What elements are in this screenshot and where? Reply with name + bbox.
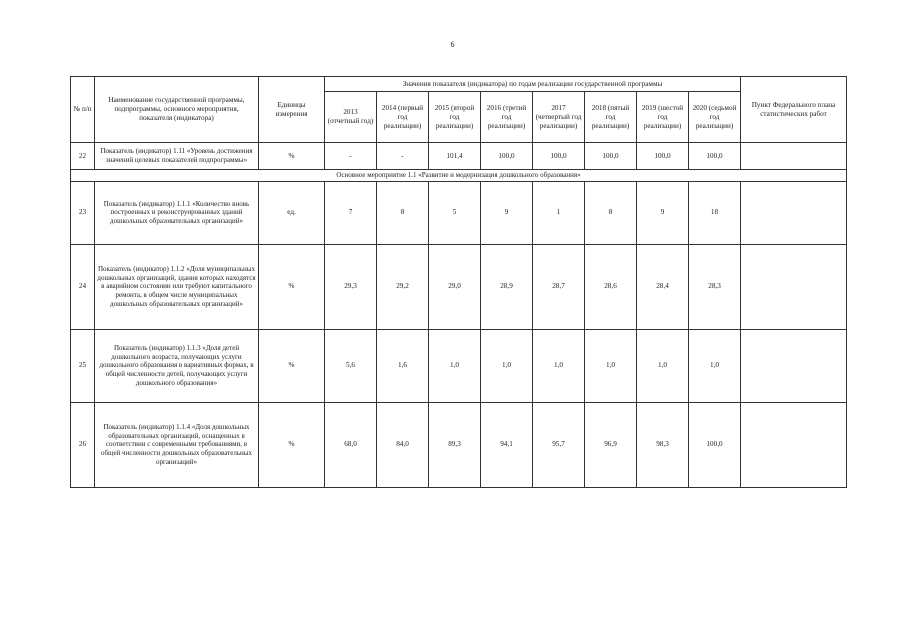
row-value: 28,7 [533, 244, 585, 329]
row-unit: % [259, 244, 325, 329]
row-fed-plan [741, 143, 847, 170]
row-unit: % [259, 402, 325, 487]
row-value: 100,0 [689, 402, 741, 487]
table-row [71, 244, 847, 329]
row-num: 25 [71, 329, 95, 402]
row-value: 68,0 [325, 402, 377, 487]
row-value: 1,0 [689, 329, 741, 402]
header-num: № п/п [71, 77, 95, 143]
section-title: Основное мероприятие 1.1 «Развитие и модернизация дошкольного образования» [71, 170, 847, 182]
row-value: 28,9 [481, 244, 533, 329]
row-value: 100,0 [689, 143, 741, 170]
row-value: 18 [689, 181, 741, 244]
table-row [71, 143, 847, 170]
row-value: 7 [325, 181, 377, 244]
row-value: 5,6 [325, 329, 377, 402]
row-value: 100,0 [637, 143, 689, 170]
row-value: 1,6 [377, 329, 429, 402]
row-value: 95,7 [533, 402, 585, 487]
section-row [71, 170, 847, 182]
row-value: 8 [377, 181, 429, 244]
row-num: 22 [71, 143, 95, 170]
row-value: 29,3 [325, 244, 377, 329]
row-value: 28,6 [585, 244, 637, 329]
row-value: 29,2 [377, 244, 429, 329]
row-value: 94,1 [481, 402, 533, 487]
row-value: 28,4 [637, 244, 689, 329]
row-value: - [325, 143, 377, 170]
header-values-group: Значения показателя (индикатора) по годам реализации государственной программы [325, 77, 741, 92]
header-fed-plan: Пункт Федерального плана статистических работ [741, 77, 847, 143]
table-row [71, 329, 847, 402]
row-value: 9 [481, 181, 533, 244]
table-row [71, 402, 847, 487]
row-value: 89,3 [429, 402, 481, 487]
row-num: 24 [71, 244, 95, 329]
row-value: 1,0 [585, 329, 637, 402]
row-num: 26 [71, 402, 95, 487]
row-value: 29,0 [429, 244, 481, 329]
row-unit: % [259, 329, 325, 402]
row-value: 8 [585, 181, 637, 244]
row-value: 1,0 [429, 329, 481, 402]
indicators-table [70, 76, 847, 488]
row-fed-plan [741, 329, 847, 402]
header-year: 2019 (шестой год реализации) [637, 92, 689, 143]
header-year: 2014 (первый год реализации) [377, 92, 429, 143]
row-unit: % [259, 143, 325, 170]
row-value: 100,0 [533, 143, 585, 170]
header-unit: Единицы измерения [259, 77, 325, 143]
row-value: 100,0 [585, 143, 637, 170]
header-name: Наименование государственной программы, подпрограммы, основного мероприятия, показателя (индикатора) [95, 77, 259, 143]
row-value: 101,4 [429, 143, 481, 170]
row-name: Показатель (индикатор) 1.1.1 «Количество вновь построенных и реконструированных зданий дошкольных образовательных организаций» [95, 181, 259, 244]
row-value: 9 [637, 181, 689, 244]
header-year: 2016 (третий год реализации) [481, 92, 533, 143]
row-value: 1 [533, 181, 585, 244]
row-value: 98,3 [637, 402, 689, 487]
row-value: 1,0 [637, 329, 689, 402]
row-value: 5 [429, 181, 481, 244]
header-year: 2017 (четвертый год реализации) [533, 92, 585, 143]
row-value: 100,0 [481, 143, 533, 170]
row-value: 96,9 [585, 402, 637, 487]
row-value: 1,0 [481, 329, 533, 402]
row-name: Показатель (индикатор) 1.11 «Уровень достижения значений целевых показателей подпрограммы» [95, 143, 259, 170]
row-fed-plan [741, 181, 847, 244]
row-name: Показатель (индикатор) 1.1.4 «Доля дошкольных образовательных организаций, оснащенных в соответствии с современными требованиями, в общей численности дошкольных образовательных организаций» [95, 402, 259, 487]
header-year: 2018 (пятый год реализации) [585, 92, 637, 143]
header-year: 2015 (второй год реализации) [429, 92, 481, 143]
header-year: 2013 (отчетный год) [325, 92, 377, 143]
header-row [71, 77, 847, 92]
table-row [71, 181, 847, 244]
row-name: Показатель (индикатор) 1.1.2 «Доля муниципальных дошкольных организаций, здания которых находятся в аварийном состоянии или требуют капитального ремонта, в общем числе муниципальных дошкольных образовательных организаций» [95, 244, 259, 329]
row-value: - [377, 143, 429, 170]
row-value: 84,0 [377, 402, 429, 487]
row-num: 23 [71, 181, 95, 244]
row-unit: ед. [259, 181, 325, 244]
row-value: 1,0 [533, 329, 585, 402]
page-number: 6 [450, 40, 455, 49]
header-year: 2020 (седьмой год реализации) [689, 92, 741, 143]
row-value: 28,3 [689, 244, 741, 329]
row-fed-plan [741, 402, 847, 487]
row-fed-plan [741, 244, 847, 329]
row-name: Показатель (индикатор) 1.1.3 «Доля детей дошкольного возраста, получающих услуги дошкольного образования в вариативных формах, в общей численности детей, получающих услуги дошкольного образования» [95, 329, 259, 402]
